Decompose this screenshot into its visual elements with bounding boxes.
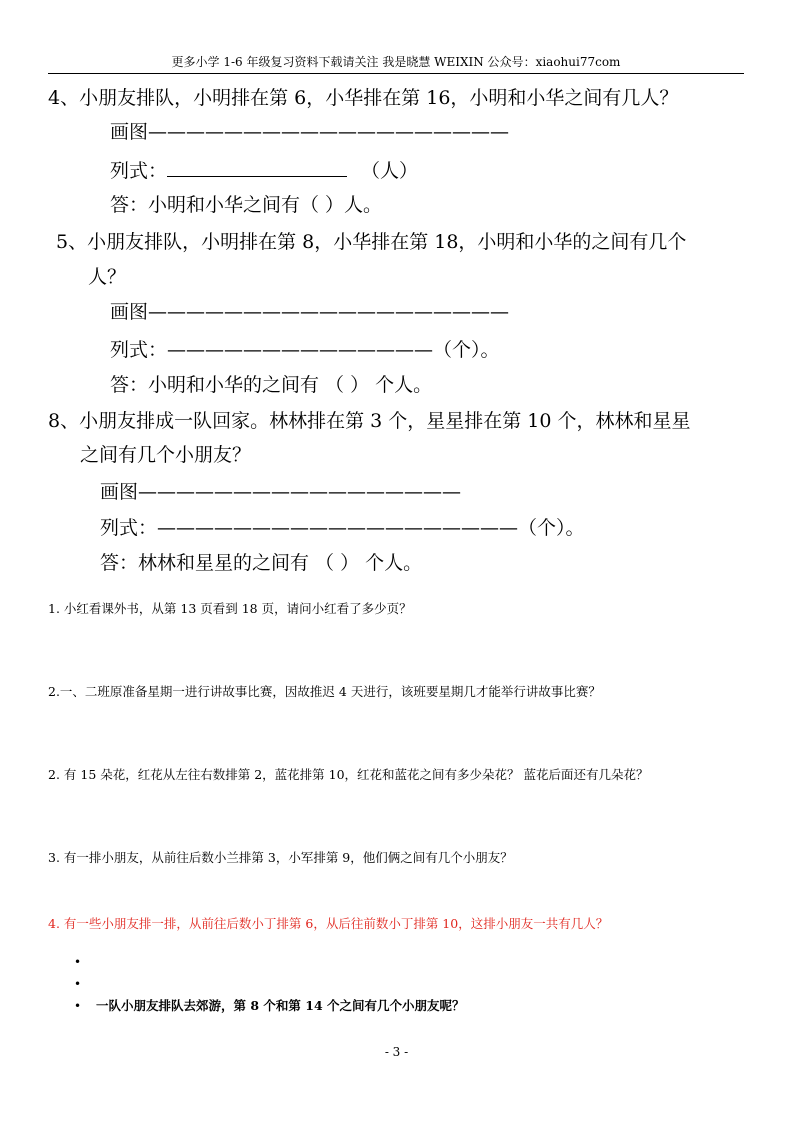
q5-draw-line: 画图———————————————————: [110, 301, 510, 323]
q8-formula: 列式：———————————————————（个）。: [100, 517, 585, 539]
q5-title-line2: 人？: [88, 266, 127, 288]
problem-item: 3. 有一排小朋友，从前往后数小兰排第 3，小军排第 9，他们俩之间有几个小朋友？: [48, 850, 513, 865]
bullet-marker: •: [74, 955, 82, 969]
q4-formula-unit: （人）: [361, 160, 419, 182]
header-rule: [48, 73, 744, 74]
bullet-marker: •: [74, 977, 82, 991]
last-question: 一队小朋友排队去郊游，第 8 个和第 14 个之间有几个小朋友呢？: [96, 998, 465, 1013]
problem-item: 1. 小红看课外书，从第 13 页看到 18 页，请问小红看了多少页？: [48, 601, 412, 616]
q4-formula: [110, 156, 418, 183]
q8-draw-line: 画图—————————————————: [100, 481, 462, 503]
q4-formula-label: 列式：: [110, 160, 168, 182]
page-header: 更多小学 1-6 年级复习资料下载请关注 我是晓慧 WEIXIN 公众号：xiaohui77com: [171, 55, 621, 69]
problem-item: 2. 有 15 朵花，红花从左往右数排第 2，蓝花排第 10，红花和蓝花之间有多少朵花？ 蓝花后面还有几朵花？: [48, 767, 649, 782]
q4-answer: 答：小明和小华之间有（ ）人。: [110, 194, 383, 216]
q5-answer: 答：小明和小华的之间有 （ ） 个人。: [110, 374, 433, 396]
q4-draw-line: 画图———————————————————: [110, 121, 510, 143]
q8-title-line2: 之间有几个小朋友？: [80, 444, 252, 466]
q5-title-line1: 5、小朋友排队，小明排在第 8，小华排在第 18，小明和小华的之间有几个: [56, 231, 687, 253]
problem-item: 2.一、二班原准备星期一进行讲故事比赛，因故推迟 4 天进行，该班要星期几才能举行讲故事比赛？: [48, 684, 601, 699]
page-number: - 3 -: [384, 1045, 409, 1059]
problem-item-highlighted: 4. 有一些小朋友排一排，从前往后数小丁排第 6，从后往前数小丁排第 10，这排小朋友一共有几人？: [48, 916, 609, 931]
q5-formula: 列式：——————————————（个）。: [110, 339, 500, 361]
q4-formula-blank[interactable]: [167, 156, 347, 177]
q8-answer: 答：林林和星星的之间有 （ ） 个人。: [100, 552, 423, 574]
q8-title-line1: 8、小朋友排成一队回家。林林排在第 3 个，星星排在第 10 个，林林和星星: [48, 410, 691, 432]
q4-title: 4、小朋友排队，小明排在第 6，小华排在第 16，小明和小华之间有几人？: [48, 87, 679, 109]
bullet-marker: •: [74, 999, 82, 1013]
